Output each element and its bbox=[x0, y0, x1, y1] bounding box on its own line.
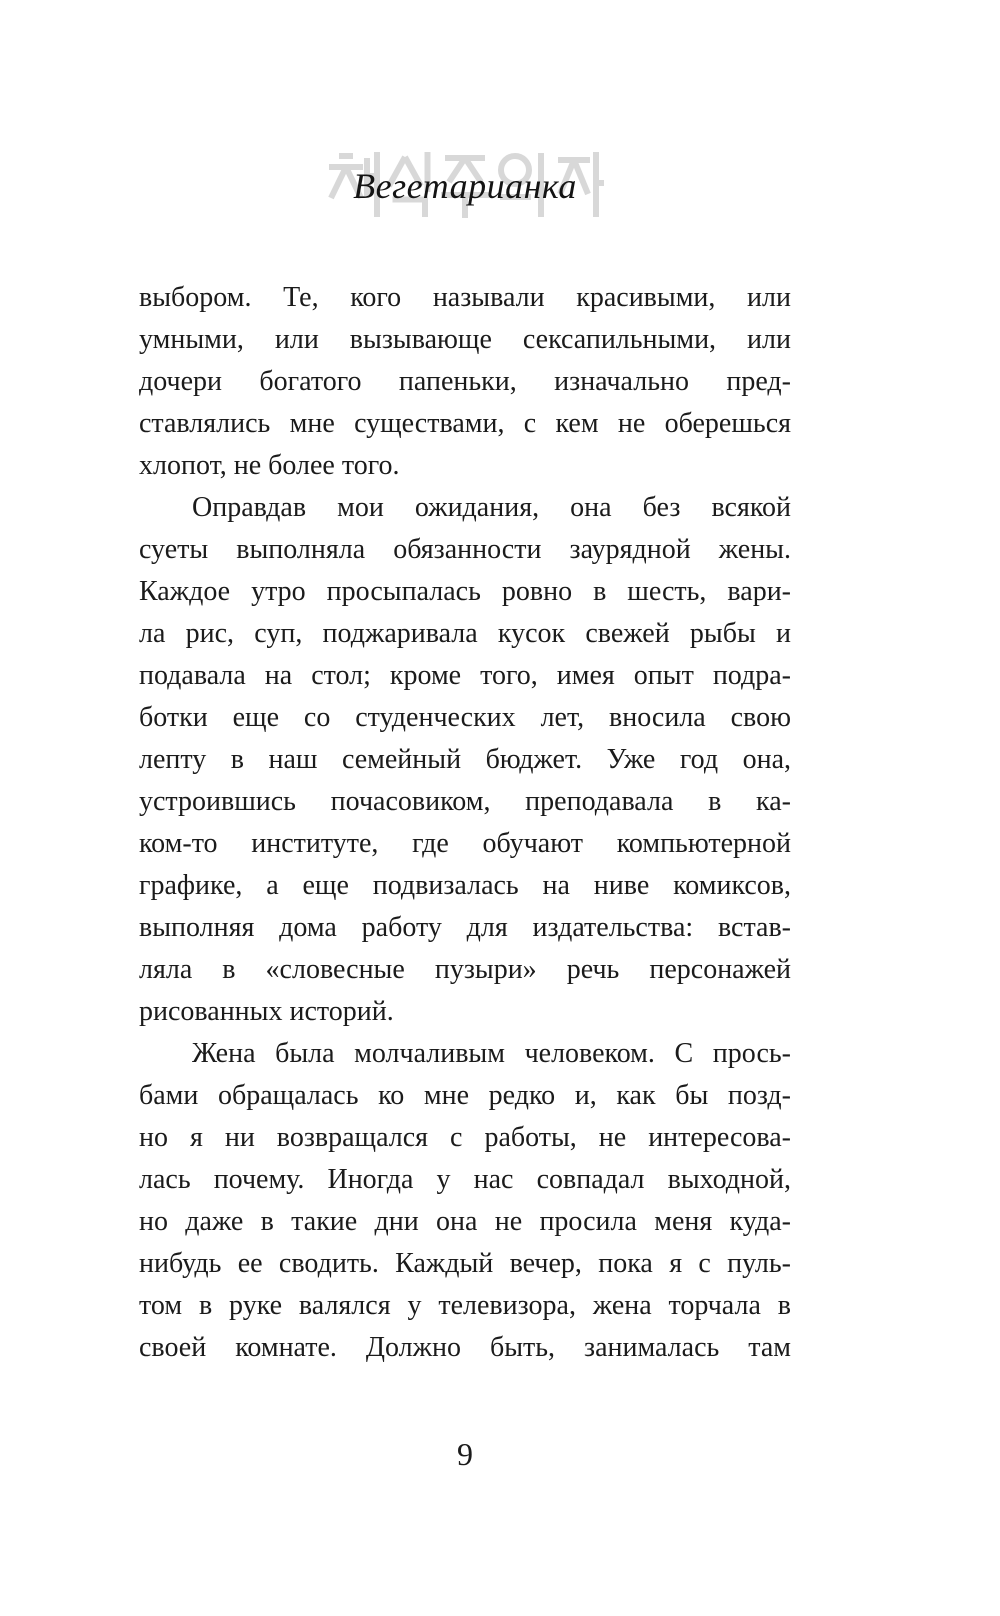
text-line: суеты выполняла обязанности заурядной жены. bbox=[139, 534, 791, 565]
text-line: лась почему. Иногда у нас совпадал выходной, bbox=[139, 1164, 791, 1195]
text-line: нибудь ее сводить. Каждый вечер, пока я с пуль- bbox=[139, 1248, 791, 1279]
text-line: но я ни возвращался с работы, не интересова- bbox=[139, 1122, 791, 1153]
text-line: выбором. Те, кого называли красивыми, или bbox=[139, 282, 791, 313]
page-number: 9 bbox=[457, 1436, 473, 1472]
text-line: ла рис, суп, поджаривала кусок свежей рыбы и bbox=[139, 618, 791, 649]
text-line: Жена была молчаливым человеком. С прось- bbox=[192, 1038, 791, 1069]
chapter-header bbox=[139, 0, 791, 250]
text-line: подавала на стол; кроме того, имея опыт подра- bbox=[139, 660, 791, 691]
text-line: графике, а еще подвизалась на ниве комиксов, bbox=[139, 870, 791, 901]
body-text bbox=[139, 277, 791, 1369]
text-line: ботки еще со студенческих лет, вносила свою bbox=[139, 702, 791, 733]
text-line: но даже в такие дни она не просила меня куда- bbox=[139, 1206, 791, 1237]
text-line: устроившись почасовиком, преподавала в ка- bbox=[139, 786, 791, 817]
text-line: умными, или вызывающе сексапильными, или bbox=[139, 324, 791, 355]
text-line: рисованных историй. bbox=[139, 996, 394, 1027]
text-line: хлопот, не более того. bbox=[139, 450, 400, 481]
text-line: ком-то институте, где обучают компьютерной bbox=[139, 828, 791, 859]
text-line: ляла в «словесные пузыри» речь персонажей bbox=[139, 954, 791, 985]
chapter-title: Вегетарианка bbox=[353, 166, 577, 206]
text-line: том в руке валялся у телевизора, жена торчала в bbox=[139, 1290, 791, 1321]
text-line: выполняя дома работу для издательства: встав- bbox=[139, 912, 791, 943]
text-line: лепту в наш семейный бюджет. Уже год она, bbox=[139, 744, 791, 775]
text-line: ставлялись мне существами, с кем не оберешься bbox=[139, 408, 791, 439]
text-line: Каждое утро просыпалась ровно в шесть, вари- bbox=[139, 576, 791, 607]
text-line: Оправдав мои ожидания, она без всякой bbox=[192, 492, 791, 523]
text-line: своей комнате. Должно быть, занималась там bbox=[139, 1332, 791, 1363]
text-line: бами обращалась ко мне редко и, как бы позд- bbox=[139, 1080, 791, 1111]
text-line: дочери богатого папеньки, изначально пред- bbox=[139, 366, 791, 397]
